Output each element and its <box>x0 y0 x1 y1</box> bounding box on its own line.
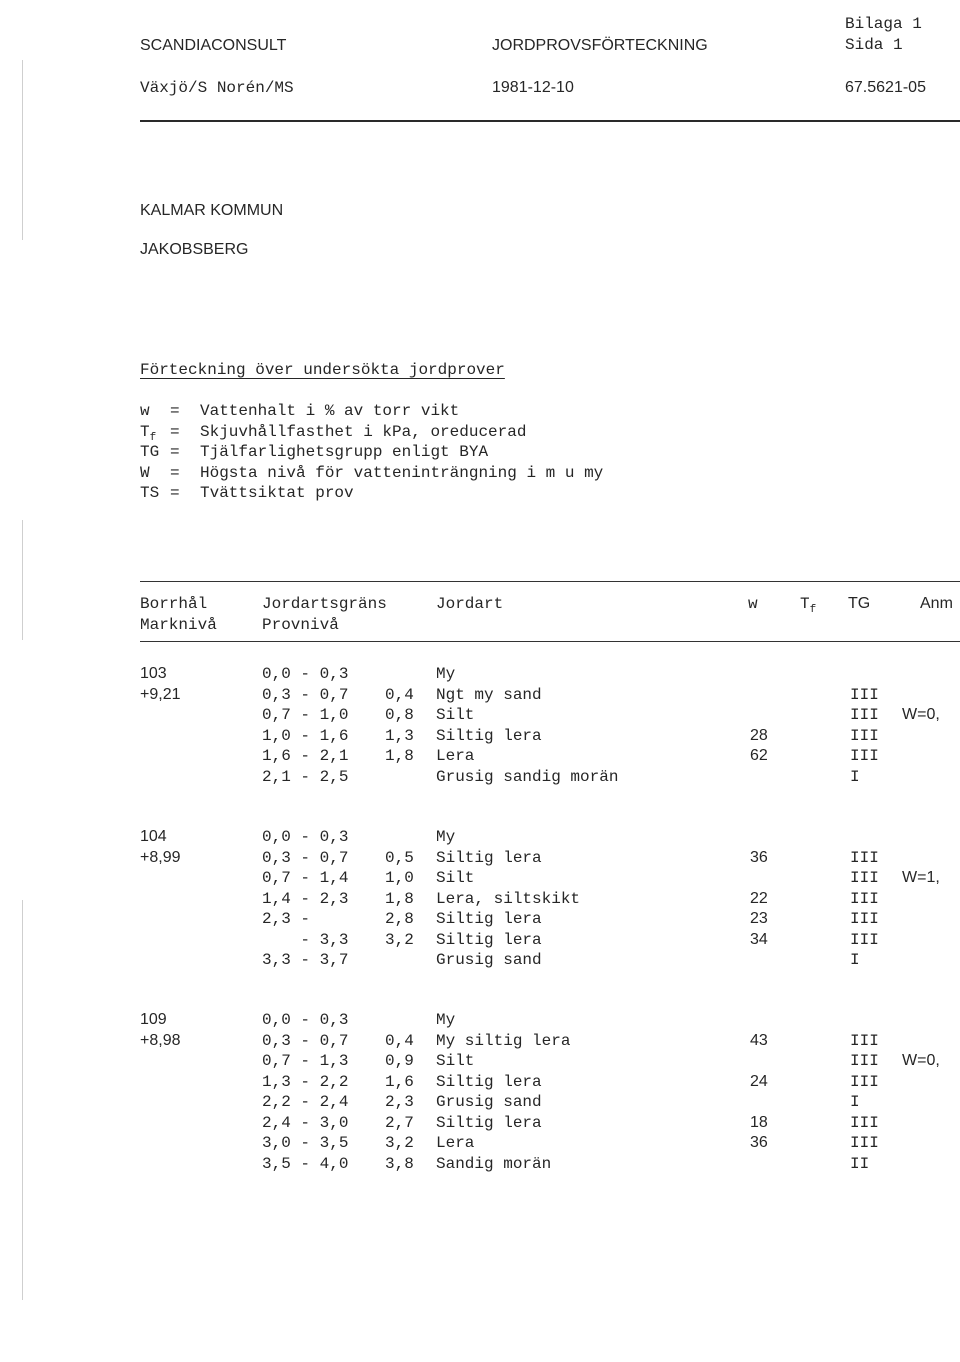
soil-boundary-range: 2,1 - 2,5 <box>262 767 349 786</box>
soil-type: Lera <box>436 747 475 765</box>
water-content: 24 <box>750 1072 768 1090</box>
frost-group: III <box>850 889 879 908</box>
municipality: KALMAR KOMMUN <box>140 202 284 219</box>
soil-type: Siltig lera <box>436 910 542 928</box>
soil-type: Siltig lera <box>436 726 542 745</box>
soil-type: Grusig sand <box>436 1093 542 1111</box>
header-soil-boundary: Jordartsgräns <box>262 595 387 613</box>
soil-boundary-range: 1,3 - 2,2 <box>262 1072 349 1091</box>
table-top-rule <box>140 581 960 582</box>
ground-level: +8,99 <box>140 848 181 866</box>
frost-group: III <box>850 1113 879 1132</box>
soil-boundary-range: 3,5 - 4,0 <box>262 1154 349 1173</box>
frost-group: III <box>850 930 879 949</box>
legend-symbol <box>140 483 159 503</box>
water-content: 22 <box>750 889 768 907</box>
soil-type: My <box>436 828 456 846</box>
header-rule <box>140 120 960 122</box>
soil-type: Sandig morän <box>436 1154 552 1173</box>
reference-number: 67.5621-05 <box>845 79 926 96</box>
sample-level: 1,3 <box>385 726 414 745</box>
legend-equals: = <box>170 422 180 441</box>
water-content: 62 <box>750 747 768 764</box>
header-soil-type: Jordart <box>436 595 504 613</box>
soil-type: Ngt my sand <box>436 685 542 704</box>
soil-boundary-range: 3,3 - 3,7 <box>262 951 349 969</box>
sample-level: 0,8 <box>385 706 414 724</box>
soil-type: Lera, siltskikt <box>436 889 581 908</box>
soil-type: Silt <box>436 869 475 887</box>
soil-boundary-range: 1,0 - 1,6 <box>262 726 349 745</box>
scan-margin-line <box>22 60 23 240</box>
legend-symbol <box>140 463 150 483</box>
sample-level: 0,5 <box>385 848 414 867</box>
sample-level: 1,6 <box>385 1072 414 1091</box>
soil-boundary-range: 0,7 - 1,0 <box>262 706 349 724</box>
soil-boundary-range: 2,2 - 2,4 <box>262 1093 349 1111</box>
header-borehole: Borrhål <box>140 595 208 613</box>
borehole-id: 103 <box>140 665 167 682</box>
frost-group: I <box>850 1093 860 1111</box>
sample-level: 2,8 <box>385 910 414 928</box>
header-shear-subscript: f <box>809 604 817 616</box>
soil-boundary-range: 3,0 - 3,5 <box>262 1134 349 1152</box>
sample-level: 2,3 <box>385 1093 414 1111</box>
sample-level: 0,9 <box>385 1052 414 1070</box>
header-water-content: w <box>748 595 758 613</box>
legend-symbol-text: TS <box>140 484 160 502</box>
soil-type: Siltig lera <box>436 1113 542 1132</box>
soil-type: My <box>436 665 456 683</box>
legend-description: Högsta nivå för vatteninträngning i m u my <box>200 463 604 482</box>
sample-level: 0,4 <box>385 685 414 704</box>
header-shear-symbol: T <box>800 595 810 613</box>
legend-symbol-text: W <box>140 463 150 482</box>
ground-level: +9,21 <box>140 685 181 703</box>
soil-type: Siltig lera <box>436 930 542 949</box>
soil-type: Grusig sandig morän <box>436 767 619 786</box>
legend-symbol-text: w <box>140 402 150 420</box>
legend-description: Tjälfarlighetsgrupp enligt BYA <box>200 443 489 461</box>
remark: W=0, <box>902 1052 940 1069</box>
sample-level: 1,0 <box>385 869 414 887</box>
water-content: 18 <box>750 1113 768 1131</box>
office-author: Växjö/S Norén/MS <box>140 79 294 97</box>
frost-group: III <box>850 1031 879 1050</box>
frost-group: III <box>850 848 879 867</box>
frost-group: III <box>850 1072 879 1091</box>
sample-level: 3,2 <box>385 930 414 949</box>
soil-type: My siltig lera <box>436 1031 571 1050</box>
soil-boundary-range: 1,6 - 2,1 <box>262 747 349 765</box>
soil-boundary-range: 0,3 - 0,7 <box>262 1031 349 1050</box>
frost-group: I <box>850 951 860 969</box>
legend-equals: = <box>170 484 180 502</box>
soil-type: Grusig sand <box>436 951 542 969</box>
sample-level: 2,7 <box>385 1113 414 1132</box>
water-content: 23 <box>750 910 768 927</box>
legend-description: Skjuvhållfasthet i kPa, oreducerad <box>200 422 527 441</box>
legend-symbol-subscript: f <box>149 431 157 444</box>
company-name: SCANDIACONSULT <box>140 37 287 54</box>
frost-group: II <box>850 1154 870 1173</box>
header-sample-level: Provnivå <box>262 616 339 634</box>
sample-level: 0,4 <box>385 1031 414 1050</box>
soil-type: Lera <box>436 1134 475 1152</box>
soil-boundary-range: 0,7 - 1,4 <box>262 869 349 887</box>
soil-boundary-range: 0,0 - 0,3 <box>262 665 349 683</box>
document-title: JORDPROVSFÖRTECKNING <box>492 37 708 54</box>
sample-level: 3,2 <box>385 1134 414 1152</box>
legend-symbol-text: TG <box>140 443 160 461</box>
frost-group: I <box>850 767 860 786</box>
legend-symbol <box>140 442 159 462</box>
soil-type: Silt <box>436 706 475 724</box>
legend-equals: = <box>170 443 180 461</box>
water-content: 36 <box>750 1134 768 1151</box>
legend-equals: = <box>170 402 180 420</box>
header-shear-strength <box>800 594 816 620</box>
site-name: JAKOBSBERG <box>140 241 249 258</box>
frost-group: III <box>850 910 879 928</box>
header-remarks: Anm <box>920 595 953 612</box>
scan-margin-line <box>22 900 23 1300</box>
appendix-label: Bilaga 1 <box>845 15 922 33</box>
water-content: 43 <box>750 1031 768 1049</box>
legend-symbol <box>140 401 150 421</box>
soil-boundary-range: 2,3 - <box>262 910 311 928</box>
borehole-id: 109 <box>140 1011 167 1028</box>
document-date: 1981-12-10 <box>492 79 574 96</box>
sample-level: 1,8 <box>385 889 414 908</box>
frost-group: III <box>850 685 879 704</box>
soil-boundary-range: 0,3 - 0,7 <box>262 685 349 704</box>
legend-description: Vattenhalt i % av torr vikt <box>200 402 460 420</box>
water-content: 34 <box>750 930 768 948</box>
soil-boundary-range: 2,4 - 3,0 <box>262 1113 349 1132</box>
soil-boundary-range: 0,3 - 0,7 <box>262 848 349 867</box>
page-label: Sida 1 <box>845 36 903 54</box>
header-ground-level: Marknivå <box>140 616 217 634</box>
soil-boundary-range: 0,7 - 1,3 <box>262 1052 349 1070</box>
water-content: 28 <box>750 726 768 744</box>
soil-type: Siltig lera <box>436 848 542 867</box>
frost-group: III <box>850 869 879 887</box>
scan-margin-line <box>22 520 23 640</box>
frost-group: III <box>850 1052 879 1070</box>
frost-group: III <box>850 1134 879 1152</box>
soil-type: Silt <box>436 1052 475 1070</box>
legend-symbol-text: T <box>140 422 150 441</box>
soil-boundary-range: 1,4 - 2,3 <box>262 889 349 908</box>
legend-description: Tvättsiktat prov <box>200 484 354 502</box>
soil-boundary-range: - 3,3 <box>262 930 349 949</box>
frost-group: III <box>850 706 879 724</box>
remark: W=1, <box>902 869 940 886</box>
ground-level: +8,98 <box>140 1031 181 1049</box>
frost-group: III <box>850 726 879 745</box>
soil-boundary-range: 0,0 - 0,3 <box>262 828 349 846</box>
header-frost-group: TG <box>848 595 871 612</box>
sample-level: 1,8 <box>385 747 414 765</box>
borehole-id: 104 <box>140 828 167 845</box>
soil-type: Siltig lera <box>436 1072 542 1091</box>
soil-boundary-range: 0,0 - 0,3 <box>262 1011 349 1029</box>
list-intro: Förteckning över undersökta jordprover <box>140 361 505 379</box>
remark: W=0, <box>902 706 940 723</box>
sample-level: 3,8 <box>385 1154 414 1173</box>
water-content: 36 <box>750 848 768 866</box>
legend-equals: = <box>170 463 180 482</box>
table-header-rule <box>140 641 960 642</box>
frost-group: III <box>850 747 879 765</box>
soil-type: My <box>436 1011 456 1029</box>
